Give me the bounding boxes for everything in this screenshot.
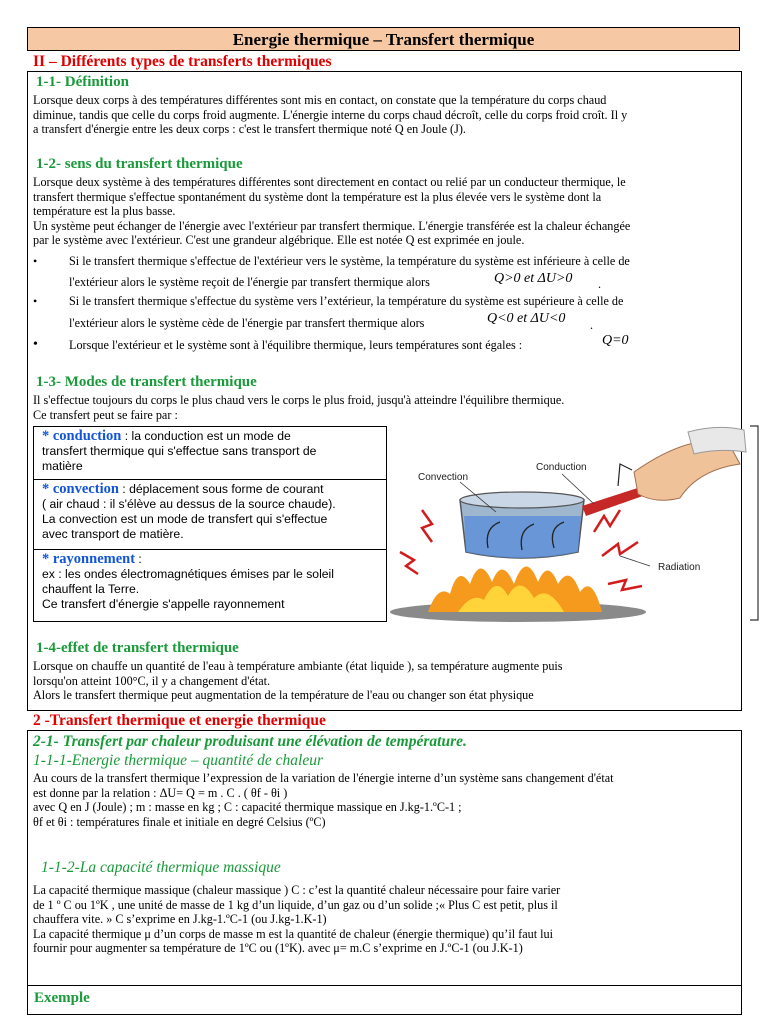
bullet-1-line-1: Si le transfert thermique s'effectue de l'extérieur vers le système, la température du système est inférieure à celle de (69, 254, 630, 268)
heading-definition: 1-1- Définition (36, 74, 129, 90)
modes-intro (33, 393, 738, 422)
bullet-icon: • (33, 254, 38, 268)
section-heading-types: II – Différents types de transferts thermiques (33, 53, 332, 70)
mode-text: La convection est un mode de transfert qui s'effectue (42, 512, 328, 526)
mode-text: ( air chaud : il s'élève au dessus de la source chaude). (42, 497, 336, 511)
text-line: par le système avec l'extérieur. C'est une grandeur algébrique. Elle est notée Q est exprimée en joule. (33, 233, 525, 247)
mode-text: : (135, 552, 142, 566)
mode-conduction (34, 427, 386, 480)
mode-convection (34, 480, 386, 550)
mode-text: ex : les ondes électromagnétiques émises par le soleil (42, 567, 334, 581)
figure-label-convection: Convection (418, 472, 469, 483)
label-leader (620, 556, 650, 566)
text-line: est donne par la relation : ΔU= Q = m . C . ( θf - θi ) (33, 785, 288, 800)
text-line: température est la plus basse. (33, 204, 176, 218)
mode-text: transfert thermique qui s'effectue sans transport de (42, 444, 317, 458)
mode-rayonnement (34, 550, 386, 621)
heading-1-1-1: 1-1-1-Energie thermique – quantité de chaleur (33, 752, 323, 769)
mode-title: * rayonnement (42, 551, 136, 567)
bullet-1-line-2: l'extérieur alors le système reçoit de l'énergie par transfert thermique alors (69, 275, 430, 289)
text-line: Un système peut échanger de l'énergie avec l'extérieur par transfert thermique. L'énergie transférée est la chaleur échangée (33, 218, 631, 233)
radiation-wave-icon (608, 580, 642, 590)
mode-title: * convection (42, 481, 119, 497)
text-line: a transfert d'énergie entre les deux corps : c'est le transfert thermique noté Q en Joule (J). (33, 122, 466, 136)
effet-text (33, 659, 738, 703)
mode-text: Ce transfert d'énergie s'appelle rayonnement (42, 597, 285, 611)
text-line: transfert thermique s'effectue spontanément du système dont la température est la plus élevée vers le système dont la (33, 189, 602, 204)
text-line: Lorsque deux corps à des températures différentes sont mis en contact, on constate que la température du corps chaud (33, 93, 607, 107)
text-line: Alors le transfert thermique peut augmentation de la température de l'eau ou changer son état physique (33, 688, 534, 702)
text-line: Au cours de la transfert thermique l’expression de la variation de l'énergie interne d’un système sans changement d'état (33, 771, 614, 785)
energie-text (33, 771, 738, 829)
section-heading-energie: 2 -Transfert thermique et energie thermique (33, 712, 326, 729)
text-line: Ce transfert peut se faire par : (33, 407, 178, 422)
heat-transfer-figure (388, 424, 766, 624)
text-line: θf et θi : températures finale et initiale en degré Celsius (ºC) (33, 814, 326, 829)
mode-text: avec transport de matière. (42, 527, 184, 541)
text-line: La capacité thermique μ d’un corps de masse m est la quantité de chaleur (énergie thermique) qu’il faut lui (33, 926, 554, 941)
text-line: Lorsque deux système à des températures différentes sont directement en contact ou relié par un conducteur thermique, le (33, 175, 626, 189)
bullet-icon: • (33, 294, 38, 308)
text-line: chauffera vite. » C s’exprime en J.kg-1.ºC-1 (ou J.kg-1.K-1) (33, 912, 327, 926)
mode-text: matière (42, 459, 83, 473)
text-line: lorsqu'on atteint 100°C, il y a changement d'état. (33, 673, 271, 688)
pan-rim (460, 492, 584, 508)
text-line: fournir pour augmenter sa température de 1ºC ou (1ºK). avec μ= m.C s’exprime en J.ºC-1 (ou J.K-1) (33, 941, 523, 955)
heading-2-1: 2-1- Transfert par chaleur produisant une élévation de température. (33, 733, 467, 750)
text-dot: . (598, 277, 602, 291)
bullet-2-line-2: l'extérieur alors le système cède de l'énergie par transfert thermique alors (69, 316, 425, 330)
sens-text (33, 175, 738, 248)
text-line: de 1 º C ou 1ºK , une unité de masse de 1 kg d’un liquide, d’un gaz ou d’un solide ;« Plus C est petit, plus il (33, 897, 558, 912)
heading-effet: 1-4-effet de transfert thermique (36, 640, 239, 656)
sleeve-icon (688, 427, 746, 454)
formula-q-negative: Q<0 et ΔU<0 (487, 311, 566, 326)
text-line: diminue, tandis que celle du corps froid augmente. L'énergie interne du corps chaud décroît, celle du corps froid croît. Il y (33, 107, 628, 122)
radiation-wave-icon (602, 542, 638, 556)
capacite-text (33, 883, 738, 956)
bullet-3-text: Lorsque l'extérieur et le système sont à l'équilibre thermique, leurs températures sont égales : (69, 338, 523, 352)
mode-text: : la conduction est un mode de (121, 429, 291, 443)
definition-text (33, 93, 738, 137)
text-line: Il s'effectue toujours du corps le plus chaud vers le corps le plus froid, jusqu'à atteindre l'équilibre thermique. (33, 393, 565, 407)
heading-modes: 1-3- Modes de transfert thermique (36, 374, 257, 390)
radiation-wave-icon (594, 510, 620, 532)
bullet-2-line-1: Si le transfert thermique s'effectue du système vers l’extérieur, la température du système est supérieure à celle de (69, 294, 624, 308)
heading-exemple: Exemple (34, 990, 90, 1006)
heading-sens: 1-2- sens du transfert thermique (36, 156, 243, 172)
text-line: avec Q en J (Joule) ; m : masse en kg ; C : capacité thermique massique en J.kg-1.ºC-1 ; (33, 800, 462, 814)
text-line: La capacité thermique massique (chaleur massique ) C : c’est la quantité chaleur nécessaire pour faire varier (33, 883, 561, 897)
mode-text: chauffent la Terre. (42, 582, 140, 596)
formula-q-zero: Q=0 (602, 333, 629, 348)
modes-table (33, 426, 387, 622)
formula-q-positive: Q>0 et ΔU>0 (494, 271, 573, 286)
mode-title: * conduction (42, 428, 122, 444)
radiation-wave-icon (400, 552, 418, 574)
bullet-icon: • (33, 337, 38, 352)
figure-label-radiation: Radiation (658, 562, 701, 573)
text-dot: . (590, 318, 594, 332)
divider (27, 985, 742, 986)
mode-text: : déplacement sous forme de courant (118, 482, 324, 496)
page-title: Energie thermique – Transfert thermique (27, 27, 740, 51)
figure-label-conduction: Conduction (536, 462, 587, 473)
text-line: Lorsque on chauffe un quantité de l'eau à température ambiante (état liquide ), sa température augmente puis (33, 659, 563, 673)
bracket-line (750, 426, 758, 620)
heading-1-1-2: 1-1-2-La capacité thermique massique (41, 859, 281, 876)
radiation-wave-icon (422, 510, 432, 542)
conduction-arrow-icon (618, 464, 632, 486)
